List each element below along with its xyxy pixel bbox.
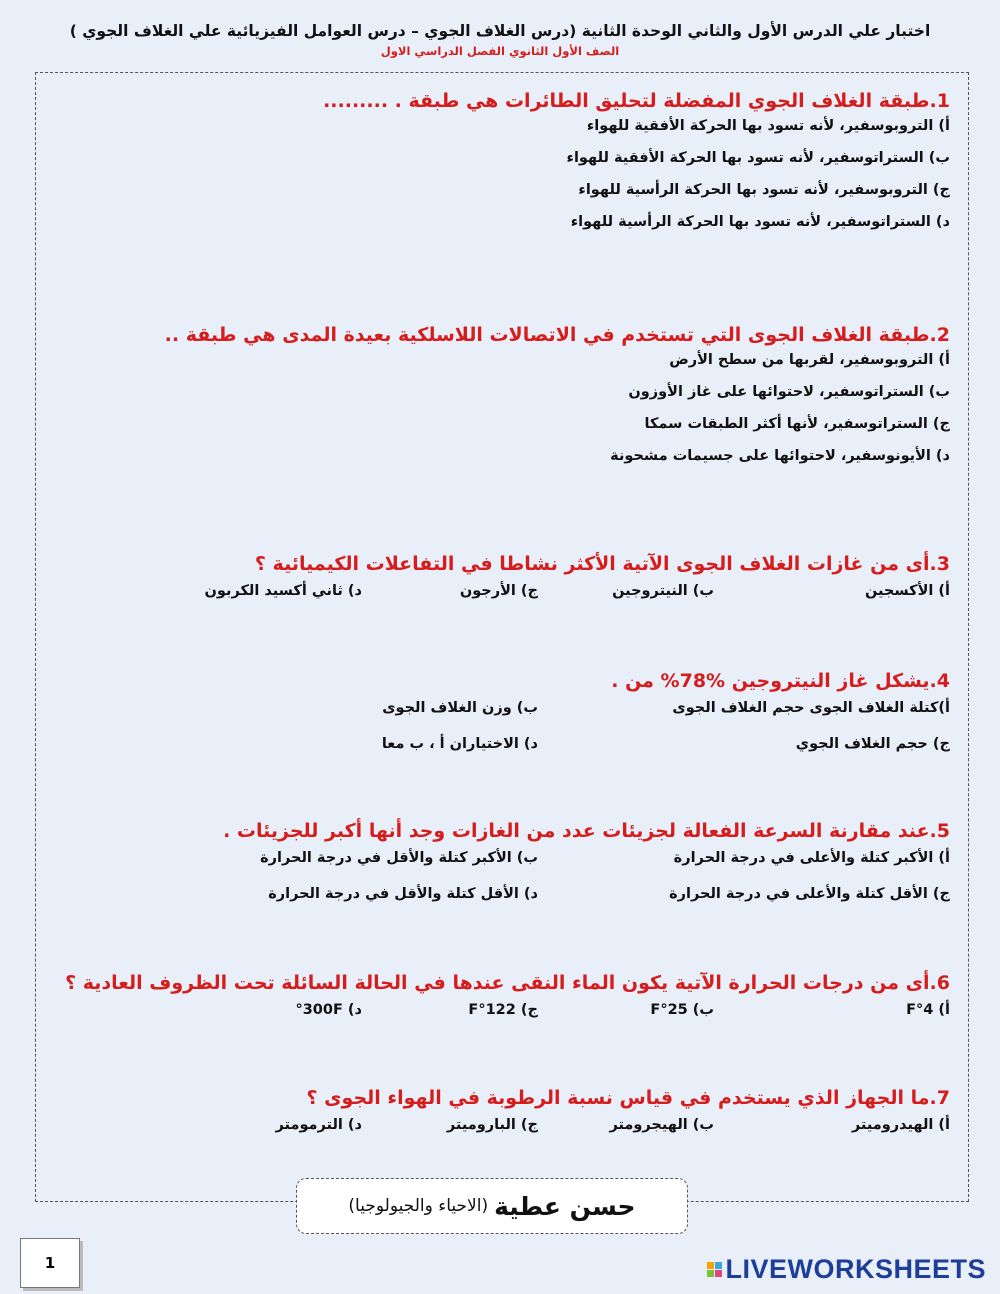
question-1 xyxy=(50,90,950,230)
q1-option-a[interactable]: أ) التروبوسفير، لأنه تسود بها الحركة الأفقية للهواء xyxy=(586,118,950,134)
q7-option-c[interactable]: ج) الباروميتر xyxy=(446,1117,538,1133)
q5-option-c[interactable]: ج) الأقل كتلة والأعلى في درجة الحرارة xyxy=(669,886,950,902)
author-name: حسن عطية xyxy=(494,1191,636,1221)
q2-option-c[interactable]: ج) الستراتوسفير، لأنها أكثر الطبقات سمكا xyxy=(644,416,950,432)
question-3-title: 3.أى من غازات الغلاف الجوى الآتية الأكثر نشاطا في التفاعلات الكيميائية ؟ xyxy=(254,553,950,575)
page-number: 1 xyxy=(20,1238,80,1288)
author-role: (الاحياء والجيولوجيا) xyxy=(348,1196,489,1216)
q6-option-c[interactable]: ج) 122°F xyxy=(468,1002,538,1018)
question-4-title: 4.يشكل غاز النيتروجين %78% من . xyxy=(611,670,950,692)
q5-option-d[interactable]: د) الأقل كتلة والأقل في درجة الحرارة xyxy=(268,886,538,902)
q4-option-b[interactable]: ب) وزن الغلاف الجوى xyxy=(382,700,538,716)
q4-option-a[interactable]: أ)كتلة الغلاف الجوى حجم الغلاف الجوى xyxy=(672,700,950,716)
question-7-title: 7.ما الجهاز الذي يستخدم في قياس نسبة الرطوبة في الهواء الجوى ؟ xyxy=(306,1087,950,1109)
worksheet-subtitle: الصف الأول الثانوي الفصل الدراسي الاول xyxy=(380,44,620,58)
questions-frame xyxy=(35,72,969,1202)
q1-option-d[interactable]: د) الستراتوسفير، لأنه تسود بها الحركة الرأسية للهواء xyxy=(570,214,950,230)
worksheet-title: اختبار علي الدرس الأول والثاني الوحدة الثانية (درس الغلاف الجوي – درس العوامل الفيزيائية علي الغلاف الجوي ) xyxy=(69,22,931,40)
question-4 xyxy=(50,670,950,758)
question-7 xyxy=(50,1087,950,1139)
question-5-title: 5.عند مقارنة السرعة الفعالة لجزيئات عدد من الغازات وجد أنها أكبر للجزيئات . xyxy=(223,820,950,842)
question-6 xyxy=(50,972,950,1024)
author-signature xyxy=(296,1178,688,1234)
q7-option-d[interactable]: د) الترمومتر xyxy=(275,1117,362,1133)
liveworksheets-wordmark: LIVEWORKSHEETS xyxy=(725,1253,986,1284)
q5-option-b[interactable]: ب) الأكبر كتلة والأقل في درجة الحرارة xyxy=(260,850,538,866)
q1-option-b[interactable]: ب) الستراتوسفير، لأنه تسود بها الحركة الأفقية للهواء xyxy=(566,150,950,166)
q2-option-d[interactable]: د) الأيونوسفير، لاحتوائها على جسيمات مشحونة xyxy=(610,448,950,464)
q2-option-a[interactable]: أ) التروبوسفير، لقربها من سطح الأرض xyxy=(669,352,950,368)
liveworksheets-brand xyxy=(707,1254,986,1284)
question-1-title: 1.طبقة الغلاف الجوي المفضلة لتحليق الطائرات هي طبقة . ......... xyxy=(323,90,950,112)
worksheet-header xyxy=(40,22,960,58)
q6-option-b[interactable]: ب) 25°F xyxy=(650,1002,714,1018)
q7-option-b[interactable]: ب) الهيجرومتر xyxy=(609,1117,714,1133)
q6-option-d[interactable]: د) 300F° xyxy=(295,1002,362,1018)
q3-option-d[interactable]: د) ثاني أكسيد الكربون xyxy=(204,583,362,599)
q3-option-c[interactable]: ج) الأرجون xyxy=(459,583,538,599)
q4-option-c[interactable]: ج) حجم الغلاف الجوي xyxy=(795,736,950,752)
q4-option-d[interactable]: د) الاختياران أ ، ب معا xyxy=(381,736,538,752)
q5-option-a[interactable]: أ) الأكبر كتلة والأعلى في درجة الحرارة xyxy=(673,850,950,866)
question-2 xyxy=(50,324,950,464)
question-5 xyxy=(50,820,950,908)
q3-option-a[interactable]: أ) الأكسجين xyxy=(864,583,950,599)
q2-option-b[interactable]: ب) الستراتوسفير، لاحتوائها على غاز الأوزون xyxy=(628,384,950,400)
q3-option-b[interactable]: ب) النيتروجين xyxy=(612,583,714,599)
question-2-title: 2.طبقة الغلاف الجوى التي تستخدم في الاتصالات اللاسلكية بعيدة المدى هي طبقة .. xyxy=(164,324,950,346)
question-6-title: 6.أى من درجات الحرارة الآتية يكون الماء النقى عندها في الحالة السائلة تحت الظروف العادية ؟ xyxy=(65,972,950,994)
liveworksheets-logo-icon xyxy=(707,1262,722,1277)
question-3 xyxy=(50,553,950,605)
q1-option-c[interactable]: ج) التروبوسفير، لأنه تسود بها الحركة الرأسية للهواء xyxy=(578,182,950,198)
q7-option-a[interactable]: أ) الهيدروميتر xyxy=(851,1117,950,1133)
q6-option-a[interactable]: أ) 4°F xyxy=(906,1002,950,1018)
